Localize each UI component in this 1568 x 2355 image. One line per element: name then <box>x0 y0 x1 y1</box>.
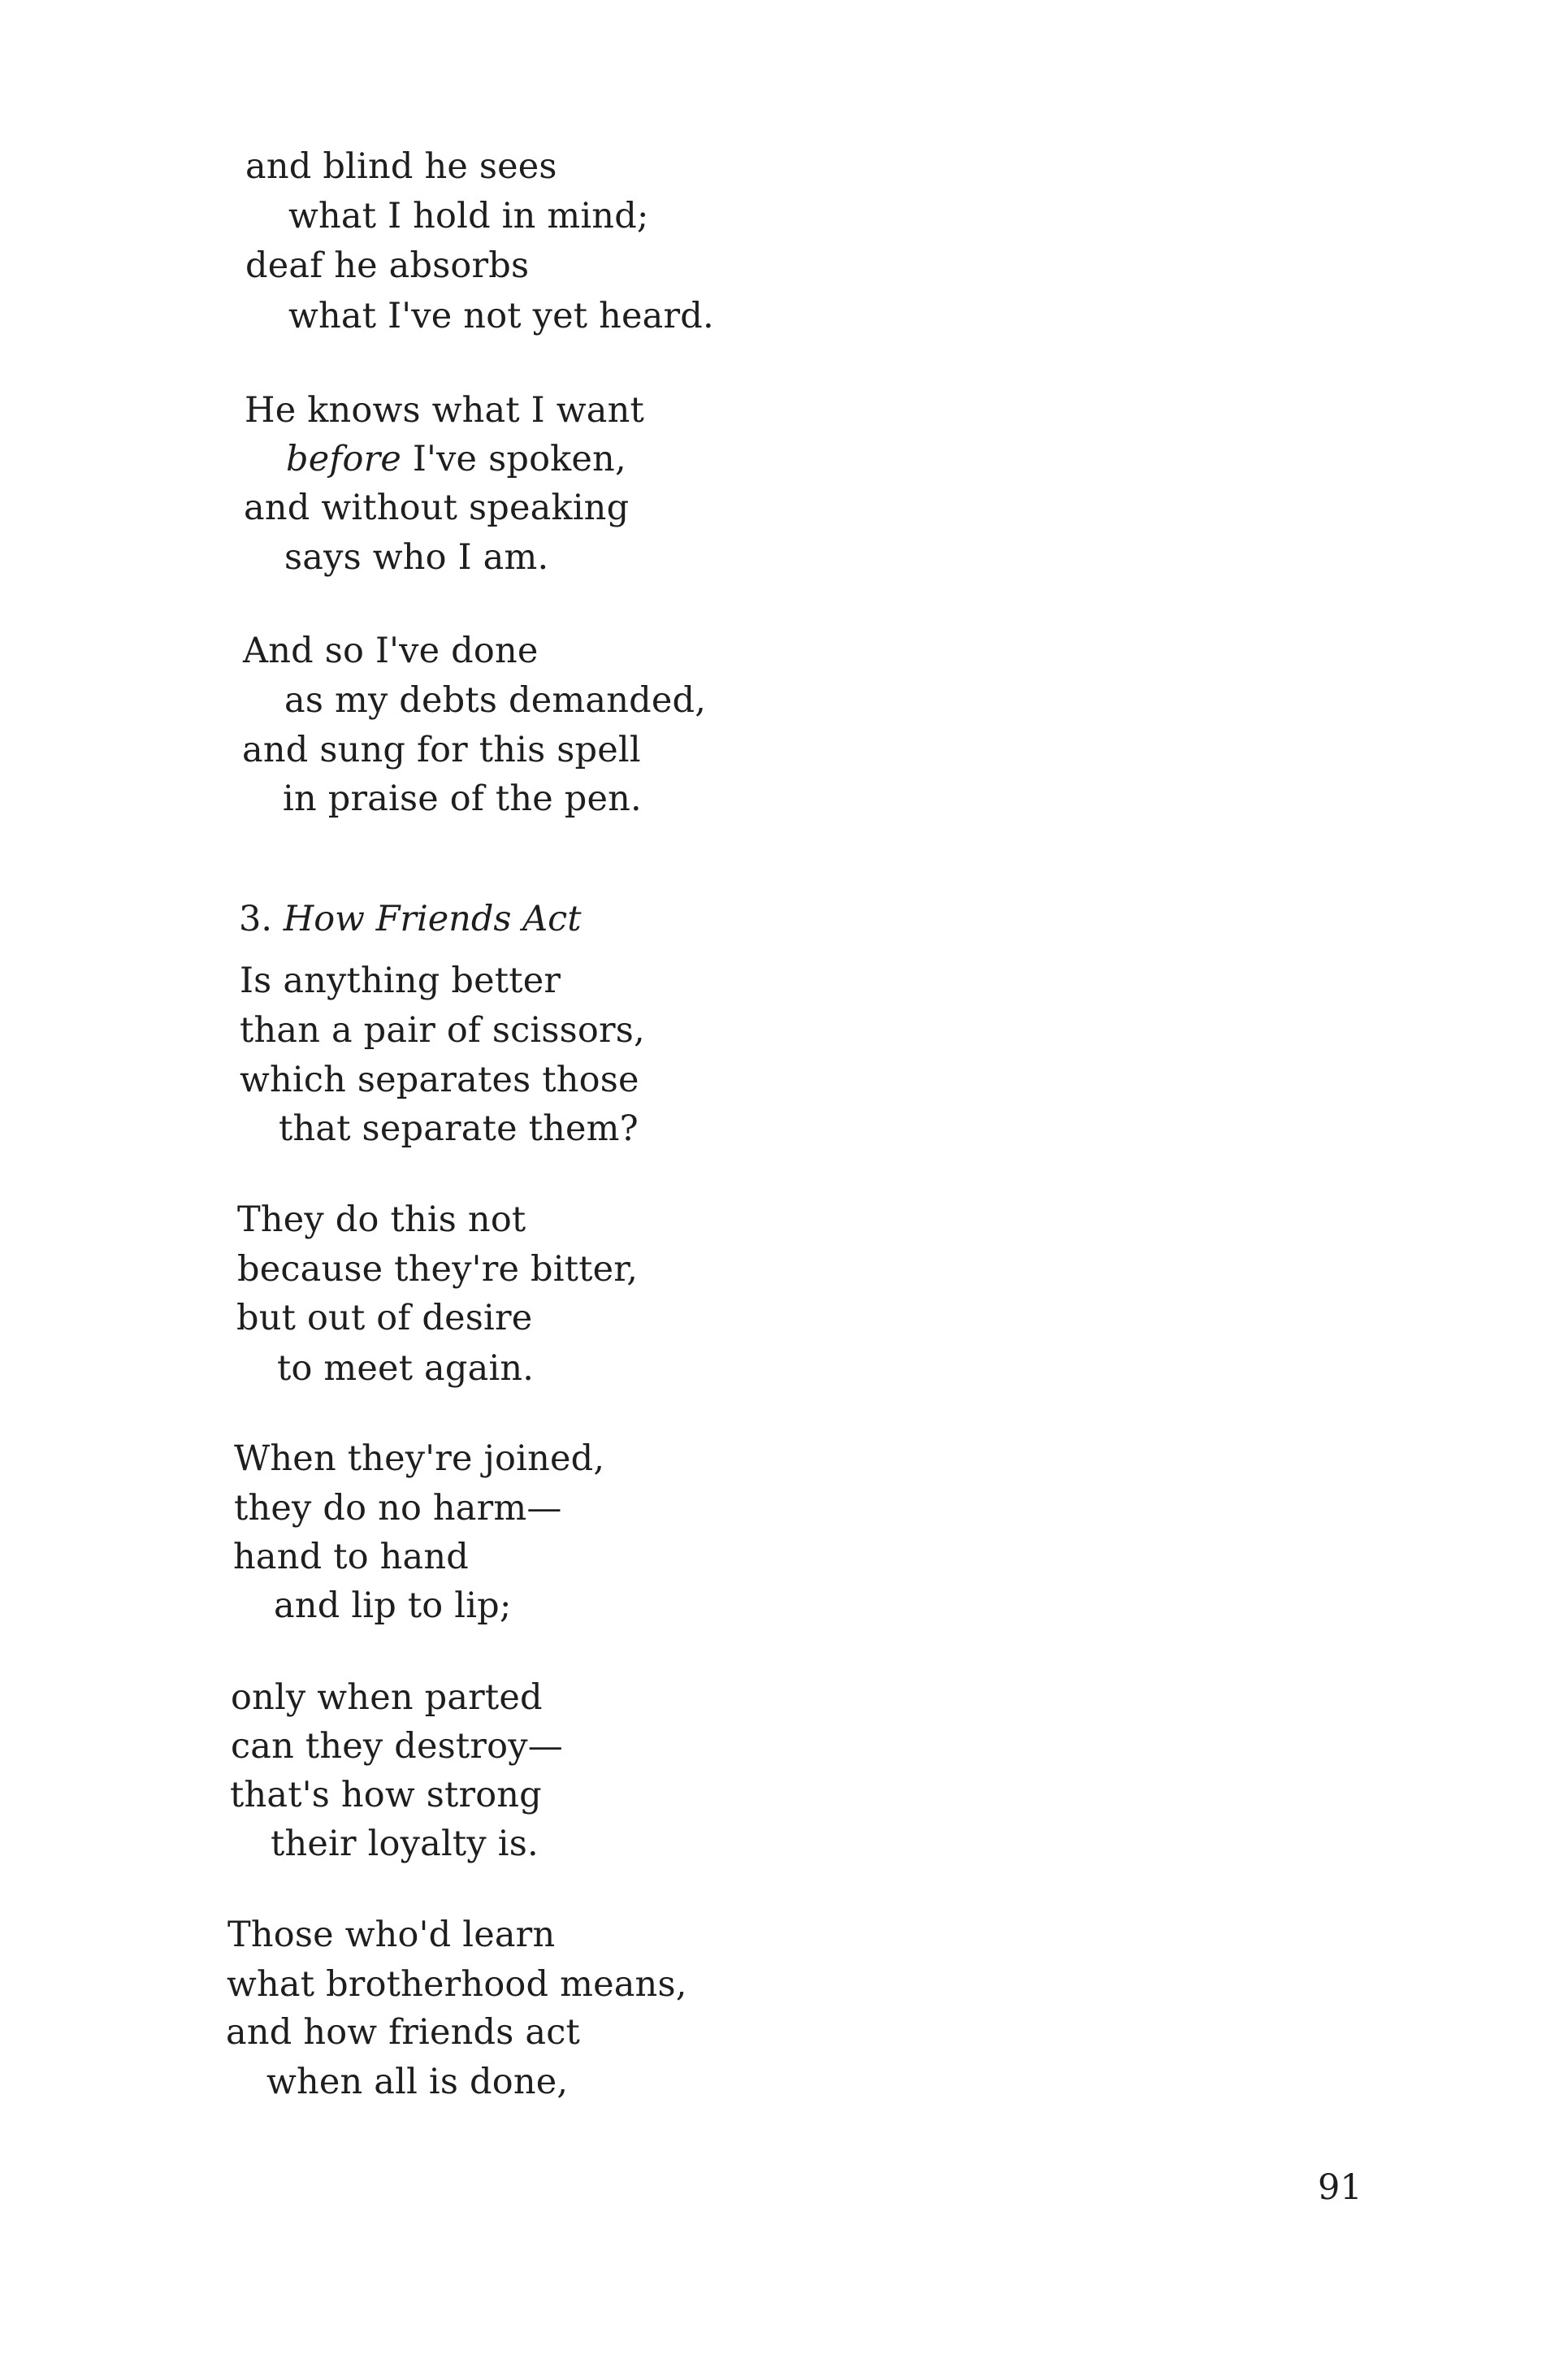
poem-line: as my debts demanded, <box>284 680 707 721</box>
emphasis-before: before <box>286 439 401 479</box>
poem-line: what brotherhood means, <box>227 1964 687 2005</box>
poem-line: in praise of the pen. <box>283 778 642 819</box>
poem-line: only when parted <box>231 1677 543 1718</box>
poem-line: what I hold in mind; <box>288 196 649 236</box>
poem-line: because they're bitter, <box>237 1249 639 1290</box>
section-heading <box>239 899 582 939</box>
poem-line: deaf he absorbs <box>245 245 530 286</box>
poem-line: and blind he sees <box>245 146 557 187</box>
poem-line: what I've not yet heard. <box>288 296 714 336</box>
poem-line: when all is done, <box>266 2062 569 2102</box>
poem-line: they do no harm— <box>234 1488 562 1529</box>
poem-line: but out of desire <box>236 1298 533 1338</box>
poem-line: their loyalty is. <box>271 1824 539 1864</box>
poem-line: and without speaking <box>244 488 630 528</box>
poem-line: and lip to lip; <box>274 1585 512 1626</box>
poem-line: can they destroy— <box>231 1726 563 1767</box>
poem-line: hand to hand <box>233 1537 470 1577</box>
poem-line: and how friends act <box>226 2012 581 2053</box>
poem-line-before <box>286 439 626 479</box>
poem-line: Is anything better <box>240 961 561 1001</box>
poem-line: that's how strong <box>230 1775 542 1815</box>
poem-line: Those who'd learn <box>227 1915 556 1955</box>
poem-line: When they're joined, <box>234 1438 605 1479</box>
section-title: How Friends Act <box>283 899 582 939</box>
poem-line: And so I've done <box>243 631 539 671</box>
poem-line: which separates those <box>240 1060 639 1100</box>
poem-line: and sung for this spell <box>242 730 641 770</box>
poem-line: They do this not <box>237 1199 526 1240</box>
poem-line: He knows what I want <box>245 390 644 431</box>
poem-line: than a pair of scissors, <box>240 1010 645 1051</box>
poem-line-rest: I've spoken, <box>412 439 626 479</box>
poem-line: to meet again. <box>277 1348 535 1389</box>
page-number: 91 <box>1318 2167 1362 2208</box>
section-number: 3. <box>239 899 273 939</box>
poem-line: that separate them? <box>279 1108 639 1149</box>
poem-line: says who I am. <box>284 537 549 578</box>
